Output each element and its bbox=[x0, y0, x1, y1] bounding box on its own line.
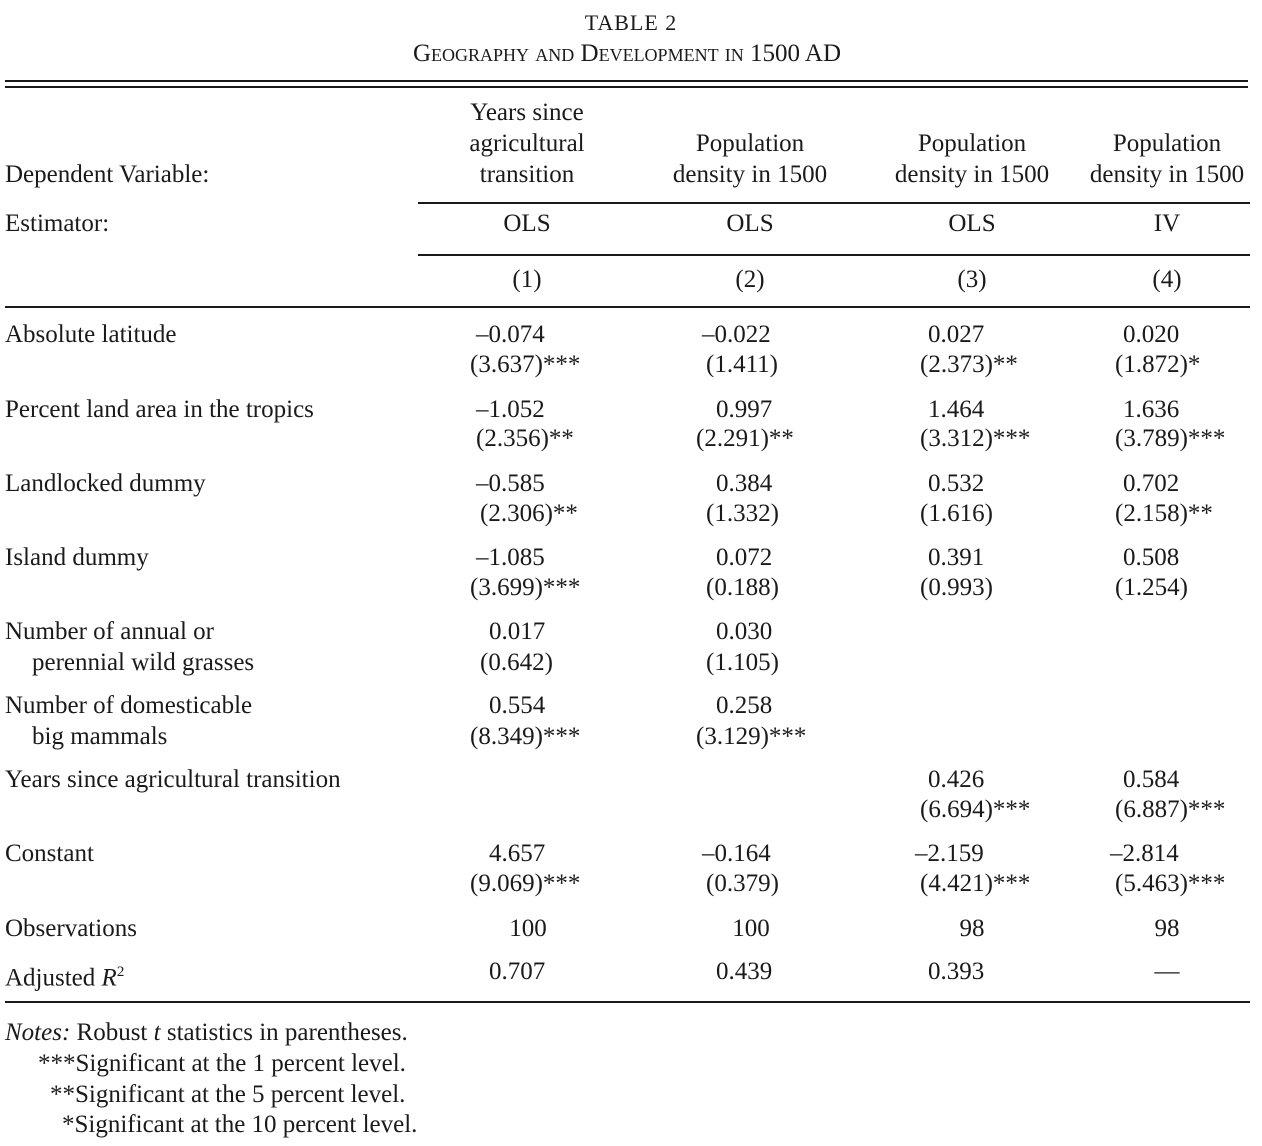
header-rule-1 bbox=[418, 202, 1250, 204]
r7-c4-coef: –2.814 bbox=[1110, 840, 1179, 867]
r5-c2-tstat: (3.129)*** bbox=[696, 723, 807, 750]
col4-estimator: IV bbox=[1153, 210, 1181, 237]
row-label-big-mammals-2: big mammals bbox=[32, 723, 168, 750]
row-label-constant: Constant bbox=[5, 840, 94, 867]
col3-dep-line1: Population bbox=[917, 130, 1027, 157]
bottom-rule bbox=[5, 1001, 1250, 1003]
header-rule-3 bbox=[5, 306, 1250, 308]
r2-c3-tstat: (1.616) bbox=[920, 500, 993, 527]
col2-estimator: OLS bbox=[726, 210, 774, 237]
r3-c2-tstat: (0.188) bbox=[706, 574, 779, 601]
r5-c2-coef: 0.258 bbox=[716, 692, 773, 719]
r6-c3-tstat: (6.694)*** bbox=[920, 796, 1031, 823]
col3-number: (3) bbox=[957, 266, 987, 293]
row-label-percent-tropics: Percent land area in the tropics bbox=[5, 396, 314, 423]
col4-dep-line1: Population bbox=[1112, 130, 1222, 157]
r1-c1-tstat: (2.356)** bbox=[476, 425, 574, 452]
r2-c4-tstat: (2.158)** bbox=[1115, 500, 1213, 527]
notes-line bbox=[5, 1018, 408, 1048]
col4-dep-line2: density in 1500 bbox=[1089, 161, 1245, 188]
note-5pct-stars: ** bbox=[50, 1081, 75, 1108]
r0-c3-tstat: (2.373)** bbox=[920, 351, 1018, 378]
top-rule-2 bbox=[5, 86, 1248, 88]
r5-c1-tstat: (8.349)*** bbox=[470, 723, 581, 750]
r2-c3: 0.393 bbox=[928, 958, 985, 985]
r3-c1-tstat: (3.699)*** bbox=[470, 574, 581, 601]
observations-label: Observations bbox=[5, 915, 137, 942]
r2-c2-coef: 0.384 bbox=[716, 470, 773, 497]
r2-c1-tstat: (2.306)** bbox=[480, 500, 578, 527]
obs-c4: 98 bbox=[1154, 915, 1180, 942]
row-label-wild-grasses-1: Number of annual or bbox=[5, 618, 214, 645]
notes-t: t bbox=[153, 1019, 161, 1046]
notes-lead: Notes: bbox=[5, 1019, 71, 1046]
col2-dep-line2: density in 1500 bbox=[672, 161, 828, 188]
col3-estimator: OLS bbox=[948, 210, 996, 237]
r1-c2-coef: 0.997 bbox=[716, 396, 773, 423]
r4-c2-tstat: (1.105) bbox=[706, 649, 779, 676]
note-1pct-stars: *** bbox=[38, 1050, 76, 1077]
r4-c2-coef: 0.030 bbox=[716, 618, 773, 645]
r2-c4-coef: 0.702 bbox=[1123, 470, 1180, 497]
r1-c1-coef: –1.052 bbox=[476, 396, 545, 423]
row-label-years-since-transition: Years since agricultural transition bbox=[5, 766, 341, 793]
r6-c4-tstat: (6.887)*** bbox=[1115, 796, 1226, 823]
col1-dep-line1: Years since bbox=[470, 99, 584, 126]
r4-c1-tstat: (0.642) bbox=[480, 649, 553, 676]
adj-r2-label-text: Adjusted bbox=[5, 964, 102, 992]
r2-c3-coef: 0.532 bbox=[928, 470, 985, 497]
r0-c2-tstat: (1.411) bbox=[706, 351, 778, 378]
r7-c2-coef: –0.164 bbox=[702, 840, 771, 867]
r1-c2-tstat: (2.291)** bbox=[696, 425, 794, 452]
col1-dep-line3: transition bbox=[479, 161, 575, 188]
r7-c3-tstat: (4.421)*** bbox=[920, 870, 1031, 897]
col3-dep-line2: density in 1500 bbox=[894, 161, 1050, 188]
table-label: TABLE 2 bbox=[584, 10, 678, 35]
r3-c2-coef: 0.072 bbox=[716, 544, 773, 571]
r4-c1-coef: 0.017 bbox=[489, 618, 546, 645]
r3-c4-coef: 0.508 bbox=[1123, 544, 1180, 571]
r3-c3-tstat: (0.993) bbox=[920, 574, 993, 601]
dependent-variable-label: Dependent Variable: bbox=[5, 161, 210, 188]
top-rule-1 bbox=[5, 80, 1248, 82]
r3-c1-coef: –1.085 bbox=[476, 544, 545, 571]
note-5pct bbox=[50, 1080, 405, 1110]
r7-c2-tstat: (0.379) bbox=[706, 870, 779, 897]
notes-text-before-t: Robust bbox=[70, 1019, 154, 1046]
r3-c4-tstat: (1.254) bbox=[1115, 574, 1188, 601]
r2-c1-coef: –0.585 bbox=[476, 470, 545, 497]
obs-c1: 100 bbox=[509, 915, 547, 942]
col1-estimator: OLS bbox=[503, 210, 551, 237]
r7-c1-coef: 4.657 bbox=[489, 840, 546, 867]
r0-c4-tstat: (1.872)* bbox=[1115, 351, 1201, 378]
col1-number: (1) bbox=[512, 266, 542, 293]
col1-dep-line2: agricultural bbox=[469, 130, 585, 157]
col4-number: (4) bbox=[1152, 266, 1182, 293]
r0-c3-coef: 0.027 bbox=[928, 321, 985, 348]
adj-r2-exponent: 2 bbox=[116, 964, 125, 980]
adj-r2-symbol: R bbox=[101, 964, 117, 992]
r1-c4-coef: 1.636 bbox=[1123, 396, 1180, 423]
header-rule-2 bbox=[418, 254, 1250, 256]
r2-c2-tstat: (1.332) bbox=[706, 500, 779, 527]
r7-c3-coef: –2.159 bbox=[915, 840, 984, 867]
r2-c1: 0.707 bbox=[489, 958, 546, 985]
r7-c4-tstat: (5.463)*** bbox=[1115, 870, 1226, 897]
r6-c3-coef: 0.426 bbox=[928, 766, 985, 793]
r2-c2: 0.439 bbox=[716, 958, 773, 985]
r1-c4-tstat: (3.789)*** bbox=[1115, 425, 1226, 452]
obs-c3: 98 bbox=[959, 915, 985, 942]
r1-c3-tstat: (3.312)*** bbox=[920, 425, 1031, 452]
row-label-island: Island dummy bbox=[5, 544, 149, 571]
note-10pct-stars: * bbox=[62, 1111, 75, 1138]
r7-c1-tstat: (9.069)*** bbox=[470, 870, 581, 897]
row-label-landlocked: Landlocked dummy bbox=[5, 470, 206, 497]
table-subtitle: Geography and Development in 1500 AD bbox=[412, 40, 842, 67]
r0-c1-tstat: (3.637)*** bbox=[470, 351, 581, 378]
r0-c4-coef: 0.020 bbox=[1123, 321, 1180, 348]
r0-c2-coef: –0.022 bbox=[702, 321, 771, 348]
note-10pct bbox=[62, 1110, 417, 1140]
note-1pct bbox=[38, 1049, 406, 1079]
r2-c4: — bbox=[1154, 958, 1180, 985]
row-label-absolute-latitude: Absolute latitude bbox=[5, 321, 177, 348]
r0-c1-coef: –0.074 bbox=[476, 321, 545, 348]
note-5pct-text: Significant at the 5 percent level. bbox=[75, 1081, 406, 1108]
obs-c2: 100 bbox=[732, 915, 770, 942]
row-label-big-mammals-1: Number of domesticable bbox=[5, 692, 253, 719]
col2-number: (2) bbox=[735, 266, 765, 293]
r3-c3-coef: 0.391 bbox=[928, 544, 985, 571]
notes-text-after-t: statistics in parentheses. bbox=[160, 1019, 408, 1046]
note-1pct-text: Significant at the 1 percent level. bbox=[75, 1050, 406, 1077]
note-10pct-text: Significant at the 10 percent level. bbox=[74, 1111, 418, 1138]
col2-dep-line1: Population bbox=[695, 130, 805, 157]
estimator-label: Estimator: bbox=[5, 210, 110, 237]
r6-c4-coef: 0.584 bbox=[1123, 766, 1180, 793]
r5-c1-coef: 0.554 bbox=[489, 692, 546, 719]
row-label-wild-grasses-2: perennial wild grasses bbox=[32, 649, 255, 676]
adj-r2-label bbox=[5, 957, 124, 993]
r1-c3-coef: 1.464 bbox=[928, 396, 985, 423]
